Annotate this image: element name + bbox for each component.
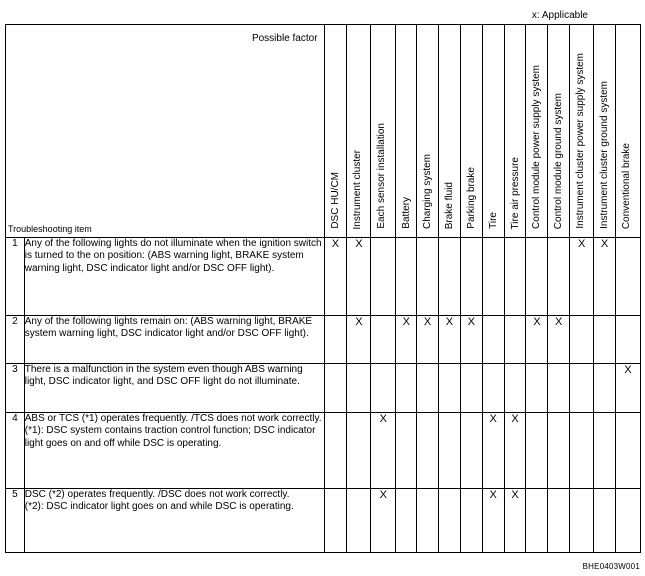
factor-mark: [439, 413, 461, 489]
factor-header: [396, 25, 417, 238]
row-description: Any of the following lights remain on: (ABS warning light, BRAKE system warning light, DSC indicator light and/or DSC OFF light).: [24, 316, 324, 364]
row-number: 1: [6, 238, 25, 316]
factor-mark: X: [396, 316, 417, 364]
factor-label: Control module ground system: [553, 92, 565, 229]
factor-header: [371, 25, 396, 238]
factor-label: Charging system: [422, 153, 434, 229]
table-row: [6, 413, 641, 489]
factor-mark: X: [371, 489, 396, 553]
factor-mark: X: [439, 316, 461, 364]
factor-label: DSC HU/CM: [329, 172, 341, 229]
factor-label: Parking brake: [465, 167, 477, 229]
factor-label: Conventional brake: [620, 142, 632, 229]
row-description: There is a malfunction in the system even though ABS warning light, DSC indicator light, and DSC OFF light do not illuminate.: [24, 364, 324, 413]
factor-mark: X: [570, 238, 594, 316]
factor-mark: [347, 489, 371, 553]
factor-mark: [396, 413, 417, 489]
troubleshooting-item-label: Troubleshooting item: [8, 224, 92, 234]
factor-mark: [548, 413, 570, 489]
factor-mark: [504, 238, 526, 316]
factor-mark: [570, 364, 594, 413]
header-label-cell: [6, 25, 325, 238]
row-description: Any of the following lights do not illuminate when the ignition switch is turned to the on position: (ABS warning light, BRAKE system warning light, DSC indicator light and/or DSC OFF light).: [24, 238, 324, 316]
factor-label: Brake fluid: [444, 181, 455, 229]
table-row: [6, 316, 641, 364]
factor-mark: [594, 316, 616, 364]
factor-mark: [548, 364, 570, 413]
factor-label: Instrument cluster power supply system: [575, 53, 587, 229]
factor-mark: X: [347, 316, 371, 364]
factor-mark: [570, 489, 594, 553]
factor-mark: [615, 316, 640, 364]
troubleshooting-matrix: [5, 24, 641, 553]
factor-mark: [460, 489, 482, 553]
factor-mark: [526, 489, 548, 553]
factor-mark: [324, 489, 347, 553]
factor-mark: [548, 238, 570, 316]
document-id: BHE0403W001: [582, 562, 640, 571]
factor-mark: [594, 364, 616, 413]
factor-mark: [526, 238, 548, 316]
factor-mark: [482, 316, 504, 364]
factor-mark: X: [615, 364, 640, 413]
factor-label: Tire air pressure: [509, 156, 521, 229]
factor-mark: [460, 364, 482, 413]
factor-mark: [324, 364, 347, 413]
factor-header: [615, 25, 640, 238]
factor-mark: [548, 489, 570, 553]
factor-label: Tire: [487, 212, 499, 229]
factor-mark: [417, 238, 439, 316]
table-row: [6, 489, 641, 553]
factor-mark: [324, 413, 347, 489]
factor-label: Each sensor installation: [376, 123, 388, 229]
factor-mark: [371, 238, 396, 316]
factor-mark: [347, 413, 371, 489]
header-row: [6, 25, 641, 238]
factor-mark: [504, 316, 526, 364]
factor-mark: [417, 413, 439, 489]
factor-mark: [594, 489, 616, 553]
factor-mark: X: [526, 316, 548, 364]
factor-mark: [526, 364, 548, 413]
applicable-legend: x: Applicable: [531, 10, 588, 21]
factor-mark: [570, 316, 594, 364]
factor-mark: [570, 413, 594, 489]
factor-mark: [439, 238, 461, 316]
factor-mark: X: [324, 238, 347, 316]
factor-mark: [594, 413, 616, 489]
factor-mark: [615, 413, 640, 489]
factor-header: [504, 25, 526, 238]
factor-mark: [504, 364, 526, 413]
factor-mark: [439, 364, 461, 413]
factor-header: [347, 25, 371, 238]
factor-header: [417, 25, 439, 238]
factor-mark: X: [482, 413, 504, 489]
factor-header: [439, 25, 461, 238]
row-description: DSC (*2) operates frequently. /DSC does not work correctly. (*2): DSC indicator light goes on and while DSC is operating.: [24, 489, 324, 553]
factor-label: Battery: [401, 197, 413, 229]
factor-header: [570, 25, 594, 238]
factor-mark: [371, 316, 396, 364]
factor-mark: [396, 364, 417, 413]
factor-mark: X: [504, 413, 526, 489]
factor-mark: [615, 489, 640, 553]
row-description: ABS or TCS (*1) operates frequently. /TCS does not work correctly. (*1): DSC system contains traction control function; DSC indicator light goes on and off while DSC is operating.: [24, 413, 324, 489]
factor-mark: [526, 413, 548, 489]
factor-label: Instrument cluster ground system: [599, 81, 611, 229]
factor-mark: [324, 316, 347, 364]
table-row: [6, 238, 641, 316]
factor-mark: X: [594, 238, 616, 316]
factor-header: [594, 25, 616, 238]
factor-mark: [417, 364, 439, 413]
row-number: 3: [6, 364, 25, 413]
row-number: 5: [6, 489, 25, 553]
factor-mark: [417, 489, 439, 553]
row-number: 4: [6, 413, 25, 489]
factor-mark: [396, 489, 417, 553]
factor-label: Control module power supply system: [531, 65, 543, 229]
factor-mark: X: [482, 489, 504, 553]
factor-label: Instrument cluster: [352, 149, 364, 229]
table-row: [6, 364, 641, 413]
factor-mark: [482, 238, 504, 316]
factor-mark: X: [371, 413, 396, 489]
factor-mark: [460, 238, 482, 316]
factor-mark: X: [460, 316, 482, 364]
factor-header: [482, 25, 504, 238]
factor-header: [526, 25, 548, 238]
row-number: 2: [6, 316, 25, 364]
factor-mark: [347, 364, 371, 413]
factor-mark: X: [347, 238, 371, 316]
possible-factor-label: Possible factor: [251, 33, 318, 44]
factor-mark: [460, 413, 482, 489]
factor-mark: [396, 238, 417, 316]
factor-mark: [439, 489, 461, 553]
factor-mark: [482, 364, 504, 413]
factor-header: [460, 25, 482, 238]
factor-mark: X: [548, 316, 570, 364]
factor-header: [324, 25, 347, 238]
factor-header: [548, 25, 570, 238]
factor-mark: X: [417, 316, 439, 364]
factor-mark: [615, 238, 640, 316]
factor-mark: X: [504, 489, 526, 553]
factor-mark: [371, 364, 396, 413]
